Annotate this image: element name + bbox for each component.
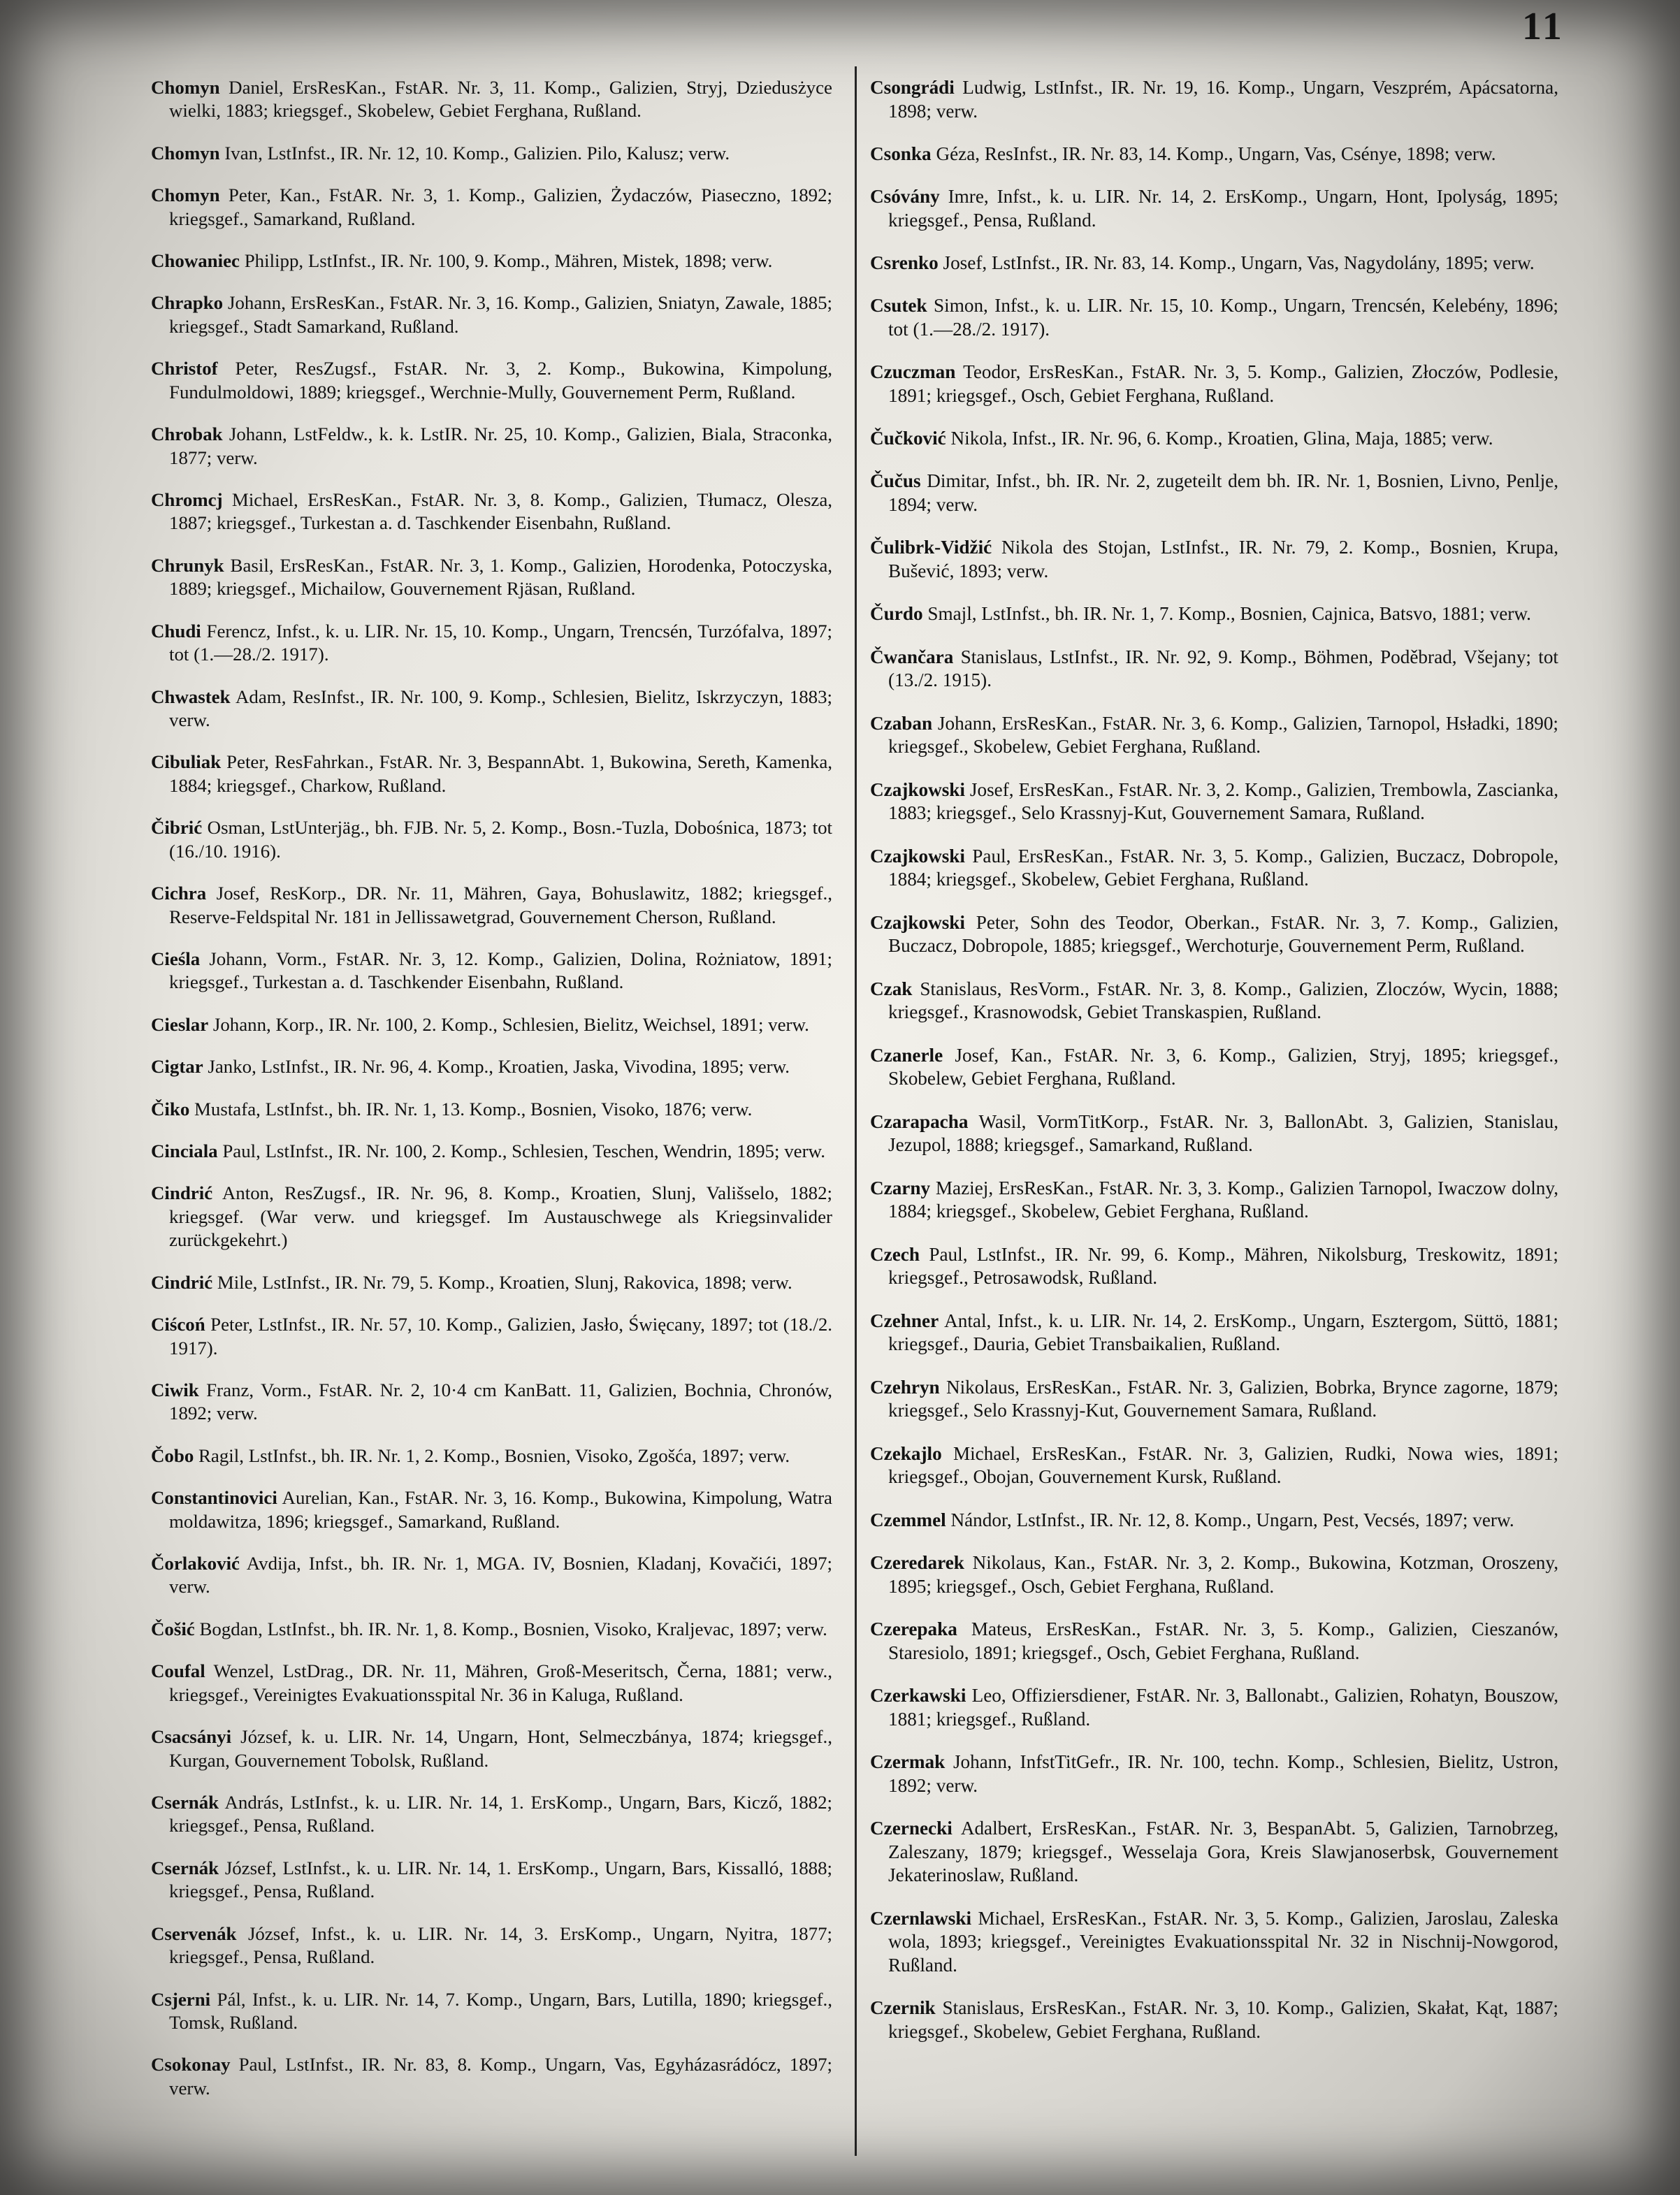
register-entry	[870, 1044, 1558, 1092]
entry-details: András, LstInfst., k. u. LIR. Nr. 14, 1. ErsKomp., Ungarn, Bars, Kicző, 1882; kriegsgef., Pensa, Rußland.	[169, 1791, 832, 1837]
entry-surname: Czanerle	[870, 1044, 943, 1066]
register-entry	[151, 1271, 832, 1294]
entry-details: Nikolaus, ErsResKan., FstAR. Nr. 3, Galizien, Bobrka, Brynce zagorne, 1879; kriegsgef., Selo Krassnyj-Kut, Gouvernement Samara, Rußland.	[888, 1376, 1558, 1421]
register-entry	[151, 1791, 832, 1838]
right-column	[870, 57, 1558, 2048]
entry-surname: Cindrić	[151, 1271, 213, 1293]
entry-details: Paul, LstInfst., IR. Nr. 100, 2. Komp., Schlesien, Teschen, Wendrin, 1895; verw.	[217, 1140, 825, 1161]
entry-surname: Chrunyk	[151, 554, 224, 576]
entry-surname: Cibuliak	[151, 751, 222, 773]
entry-surname: Csonka	[870, 143, 932, 165]
register-entry	[151, 1140, 832, 1163]
entry-surname: Čučus	[870, 470, 921, 492]
entry-surname: Čwančara	[870, 646, 954, 667]
register-entry	[870, 294, 1558, 342]
entry-surname: Czernlawski	[870, 1907, 971, 1929]
entry-surname: Čulibrk-Vidžić	[870, 537, 992, 558]
register-entry	[870, 1907, 1558, 1978]
entry-surname: Cieśla	[151, 948, 201, 969]
entry-details: Aurelian, Kan., FstAR. Nr. 3, 16. Komp., Bukowina, Kimpolung, Watra moldawitza, 1896; kriegsgef., Samarkand, Rußland.	[169, 1487, 832, 1532]
entry-surname: Christof	[151, 358, 218, 379]
entry-details: Michael, ErsResKan., FstAR. Nr. 3, 8. Komp., Galizien, Tłumacz, Olesza, 1887; kriegsgef., Turkestan a. d. Taschkender Eisenbahn, Rußland.	[169, 488, 832, 534]
entry-details: Josef, ResKorp., DR. Nr. 11, Mähren, Gaya, Bohuslawitz, 1882; kriegsgef., Reserve-Feldspital Nr. 181 in Jellissawetgrad, Gouvernement Cherson, Rußland.	[169, 883, 832, 927]
entry-surname: Čošić	[151, 1618, 195, 1639]
entry-details: Imre, Infst., k. u. LIR. Nr. 14, 2. ErsKomp., Ungarn, Hont, Ipolyság, 1895; kriegsgef., Pensa, Rußland.	[888, 186, 1558, 231]
entry-surname: Csutek	[870, 295, 927, 317]
register-entry	[151, 357, 832, 404]
entry-surname: Czajkowski	[870, 911, 965, 933]
entry-surname: Chromcj	[151, 488, 223, 510]
register-entry	[151, 249, 832, 273]
register-entry	[870, 1177, 1558, 1224]
entry-details: Anton, ResZugsf., IR. Nr. 96, 8. Komp., Kroatien, Slunj, Vališselo, 1882; kriegsgef. (War verw. und kriegsgef. Im Austauschwege als Kriegsinvalider zurückgekehrt.)	[169, 1182, 832, 1251]
register-entry	[151, 1098, 832, 1121]
entry-surname: Csóvány	[870, 186, 940, 208]
entry-surname: Chwastek	[151, 686, 231, 707]
register-entry	[151, 1552, 832, 1599]
register-entry	[151, 2053, 832, 2100]
entry-details: Avdija, Infst., bh. IR. Nr. 1, MGA. IV, Bosnien, Kladanj, Kovačići, 1897; verw.	[169, 1552, 832, 1598]
register-entry	[870, 602, 1558, 626]
entry-details: Ludwig, LstInfst., IR. Nr. 19, 16. Komp., Ungarn, Veszprém, Apácsatorna, 1898; verw.	[888, 77, 1558, 122]
entry-details: Michael, ErsResKan., FstAR. Nr. 3, Galizien, Rudki, Nowa wies, 1891; kriegsgef., Obojan, Gouvernement Kursk, Rußland.	[888, 1442, 1558, 1488]
register-entry	[151, 1486, 832, 1533]
entry-details: Paul, LstInfst., IR. Nr. 99, 6. Komp., Mähren, Nikolsburg, Treskowitz, 1891; kriegsgef., Petrosawodsk, Rußland.	[888, 1243, 1558, 1289]
entry-details: Basil, ErsResKan., FstAR. Nr. 3, 1. Komp., Galizien, Horodenka, Potoczyska, 1889; kriegsgef., Michailow, Gouvernement Rjäsan, Rußland.	[169, 554, 832, 600]
register-entry	[151, 1182, 832, 1252]
register-entry	[151, 76, 832, 123]
entry-details: Johann, Vorm., FstAR. Nr. 3, 12. Komp., Galizien, Dolina, Rożniatow, 1891; kriegsgef., Turkestan a. d. Taschkender Eisenbahn, Rußland.	[169, 948, 832, 993]
register-entry	[151, 291, 832, 338]
entry-details: Bogdan, LstInfst., bh. IR. Nr. 1, 8. Komp., Bosnien, Visoko, Kraljevac, 1897; verw.	[194, 1618, 827, 1639]
entry-details: Daniel, ErsResKan., FstAR. Nr. 3, 11. Komp., Galizien, Stryj, Dziedusżyce wielki, 1883; kriegsgef., Skobelew, Gebiet Ferghana, Rußland.	[169, 76, 832, 122]
entry-details: Ragil, LstInfst., bh. IR. Nr. 1, 2. Komp., Bosnien, Visoko, Zgošća, 1897; verw.	[194, 1444, 790, 1466]
entry-surname: Czernecki	[870, 1817, 953, 1839]
register-entry	[870, 427, 1558, 451]
entry-surname: Czajkowski	[870, 845, 965, 867]
entry-surname: Chudi	[151, 620, 201, 642]
entry-details: József, k. u. LIR. Nr. 14, Ungarn, Hont, Selmeczbánya, 1874; kriegsgef., Kurgan, Gouvernement Tobolsk, Rußland.	[169, 1726, 832, 1771]
entry-details: Wasil, VormTitKorp., FstAR. Nr. 3, BallonAbt. 3, Galizien, Stanislau, Jezupol, 1888; kriegsgef., Samarkand, Rußland.	[888, 1110, 1558, 1156]
entry-surname: Csernák	[151, 1857, 219, 1878]
entry-details: Adam, ResInfst., IR. Nr. 100, 9. Komp., Schlesien, Bielitz, Iskrzyczyn, 1883; verw.	[169, 686, 832, 730]
entry-surname: Cigtar	[151, 1056, 203, 1078]
entry-surname: Chomyn	[151, 142, 220, 164]
register-entry	[870, 143, 1558, 166]
entry-surname: Czak	[870, 978, 913, 999]
entry-surname: Czerkawski	[870, 1684, 966, 1706]
register-entry	[151, 423, 832, 470]
register-entry	[151, 1922, 832, 1969]
register-entry	[870, 1243, 1558, 1291]
entry-details: Josef, ErsResKan., FstAR. Nr. 3, 2. Komp., Galizien, Trembowla, Zascianka, 1883; kriegsgef., Selo Krassnyj-Kut, Gouvernement Samara, Rußland.	[888, 778, 1558, 824]
register-entry	[870, 1684, 1558, 1732]
entry-details: Michael, ErsResKan., FstAR. Nr. 3, 5. Komp., Galizien, Jaroslau, Zaleska wola, 1893; kriegsgef., Vereinigtes Evakuationsspital Nr. 32 in Nischnij-Nowgorod, Rußland.	[888, 1907, 1558, 1976]
register-entry	[870, 1551, 1558, 1599]
register-entry	[870, 1442, 1558, 1490]
register-entry	[151, 751, 832, 797]
entry-surname: Čučković	[870, 428, 946, 449]
register-entry	[870, 1509, 1558, 1533]
register-entry	[870, 1310, 1558, 1357]
entry-details: Ferencz, Infst., k. u. LIR. Nr. 15, 10. Komp., Ungarn, Trencsén, Turzófalva, 1897; tot (1.—28./2. 1917).	[169, 620, 832, 665]
entry-surname: Cieslar	[151, 1013, 209, 1035]
entry-surname: Csongrádi	[870, 77, 955, 99]
register-entry	[870, 911, 1558, 959]
register-entry	[151, 1988, 832, 2035]
register-entry	[151, 184, 832, 231]
entry-details: Dimitar, Infst., bh. IR. Nr. 2, zugeteilt dem bh. IR. Nr. 1, Bosnien, Livno, Penlje, 1894; verw.	[888, 470, 1558, 516]
register-entry	[151, 488, 832, 535]
register-entry	[151, 1618, 832, 1641]
register-entry	[151, 620, 832, 667]
entry-surname: Czaban	[870, 712, 933, 734]
register-entry	[870, 1618, 1558, 1665]
entry-details: Franz, Vorm., FstAR. Nr. 2, 10·4 cm KanBatt. 11, Galizien, Bochnia, Chronów, 1892; verw.	[169, 1379, 832, 1424]
entry-details: Stanislaus, ErsResKan., FstAR. Nr. 3, 10. Komp., Galizien, Skałat, Kąt, 1887; kriegsgef., Skobelew, Gebiet Ferghana, Rußland.	[888, 1997, 1558, 2043]
entry-details: József, LstInfst., k. u. LIR. Nr. 14, 1. ErsKomp., Ungarn, Bars, Kissalló, 1888; kriegsgef., Pensa, Rußland.	[169, 1857, 832, 1902]
entry-surname: Czehner	[870, 1310, 939, 1331]
entry-details: Johann, ErsResKan., FstAR. Nr. 3, 6. Komp., Galizien, Tarnopol, Hsładki, 1890; kriegsgef., Skobelew, Gebiet Ferghana, Rußland.	[888, 712, 1558, 758]
entry-details: Adalbert, ErsResKan., FstAR. Nr. 3, BespanAbt. 5, Galizien, Tarnobrzeg, Zaleszany, 1879; kriegsgef., Wesselaja Gora, Kreis Slawjanoserbsk, Gouvernement Jekaterinoslaw, Rußland.	[888, 1817, 1558, 1886]
register-entry	[870, 1997, 1558, 2044]
entry-surname: Cinciala	[151, 1140, 218, 1161]
entry-surname: Czernik	[870, 1997, 936, 2019]
entry-details: Mateus, ErsResKan., FstAR. Nr. 3, 5. Komp., Galizien, Cieszanów, Staresiolo, 1891; kriegsgef., Osch, Gebiet Ferghana, Rußland.	[888, 1618, 1558, 1663]
entry-details: Nikola, Infst., IR. Nr. 96, 6. Komp., Kroatien, Glina, Maja, 1885; verw.	[946, 428, 1493, 449]
entry-surname: Čibrić	[151, 817, 203, 839]
entry-details: Janko, LstInfst., IR. Nr. 96, 4. Komp., Kroatien, Jaska, Vivodina, 1895; verw.	[203, 1056, 790, 1078]
register-entry	[151, 1660, 832, 1707]
entry-details: Peter, ResZugsf., FstAR. Nr. 3, 2. Komp., Bukowina, Kimpolung, Fundulmoldowi, 1889; kriegsgef., Werchnie-Mully, Gouvernement Perm, Rußland.	[169, 358, 832, 403]
entry-details: Wenzel, LstDrag., DR. Nr. 11, Mähren, Groß-Meseritsch, Černa, 1881; verw., kriegsgef., Vereinigtes Evakuationsspital Nr. 36 in Kaluga, Rußland.	[169, 1660, 832, 1705]
entry-surname: Čurdo	[870, 603, 923, 625]
entry-details: Johann, ErsResKan., FstAR. Nr. 3, 16. Komp., Galizien, Sniatyn, Zawale, 1885; kriegsgef., Stadt Samarkand, Rußland.	[169, 292, 832, 337]
entry-surname: Chowaniec	[151, 249, 240, 271]
register-entry	[870, 1376, 1558, 1424]
entry-details: Paul, LstInfst., IR. Nr. 83, 8. Komp., Ungarn, Vas, Egyházasrádócz, 1897; verw.	[169, 2054, 832, 2099]
entry-surname: Čorlaković	[151, 1552, 240, 1574]
entry-details: Nándor, LstInfst., IR. Nr. 12, 8. Komp., Ungarn, Pest, Vecsés, 1897; verw.	[946, 1509, 1514, 1530]
entry-details: Maziej, ErsResKan., FstAR. Nr. 3, 3. Komp., Galizien Tarnopol, Iwaczow dolny, 1884; kriegsgef., Skobelew, Gebiet Ferghana, Rußland.	[888, 1177, 1558, 1222]
entry-surname: Czeredarek	[870, 1551, 964, 1573]
entry-surname: Constantinovici	[151, 1487, 277, 1509]
entry-details: Johann, InfstTitGefr., IR. Nr. 100, techn. Komp., Schlesien, Bielitz, Ustron, 1892; verw.	[888, 1751, 1558, 1796]
column-divider	[855, 66, 857, 2156]
entry-details: Johann, Korp., IR. Nr. 100, 2. Komp., Schlesien, Bielitz, Weichsel, 1891; verw.	[208, 1013, 809, 1035]
entry-details: Mile, LstInfst., IR. Nr. 79, 5. Komp., Kroatien, Slunj, Rakovica, 1898; verw.	[212, 1271, 792, 1293]
register-entry	[870, 1110, 1558, 1158]
entry-surname: Chrapko	[151, 292, 224, 314]
entry-details: Smajl, LstInfst., bh. IR. Nr. 1, 7. Komp., Bosnien, Cajnica, Batsvo, 1881; verw.	[922, 603, 1531, 625]
entry-surname: Chomyn	[151, 76, 220, 98]
entry-surname: Czerepaka	[870, 1618, 957, 1639]
register-entry	[151, 816, 832, 863]
entry-surname: Czarny	[870, 1177, 931, 1198]
entry-surname: Chrobak	[151, 423, 223, 445]
register-entry	[151, 1857, 832, 1904]
register-entry	[870, 845, 1558, 892]
entry-surname: Csjerni	[151, 1988, 211, 2010]
page-number: 11	[1522, 5, 1565, 48]
register-entry	[151, 1725, 832, 1772]
left-column	[151, 57, 832, 2104]
entry-details: Teodor, ErsResKan., FstAR. Nr. 3, 5. Komp., Galizien, Złoczów, Podlesie, 1891; kriegsgef., Osch, Gebiet Ferghana, Rußland.	[888, 361, 1558, 407]
entry-surname: Csokonay	[151, 2054, 231, 2076]
entry-details: Stanislaus, LstInfst., IR. Nr. 92, 9. Komp., Böhmen, Poděbrad, Všejany; tot (13./2. 1915).	[888, 646, 1558, 691]
entry-details: Stanislaus, ResVorm., FstAR. Nr. 3, 8. Komp., Galizien, Zloczów, Wycin, 1888; kriegsgef., Krasnowodsk, Gebiet Transkaspien, Rußland.	[888, 978, 1558, 1023]
register-entry	[151, 1444, 832, 1468]
entry-surname: Czech	[870, 1243, 920, 1265]
register-entry	[151, 882, 832, 929]
register-entry	[870, 646, 1558, 693]
register-entry	[870, 778, 1558, 826]
register-entry	[870, 470, 1558, 517]
entry-surname: Ciwik	[151, 1379, 199, 1400]
register-entry	[870, 361, 1558, 408]
entry-details: Géza, ResInfst., IR. Nr. 83, 14. Komp., Ungarn, Vas, Csénye, 1898; verw.	[931, 143, 1496, 165]
entry-details: Nikolaus, Kan., FstAR. Nr. 3, 2. Komp., Bukowina, Kotzman, Oroszeny, 1895; kriegsgef., Osch, Gebiet Ferghana, Rußland.	[888, 1551, 1558, 1597]
entry-details: Nikola des Stojan, LstInfst., IR. Nr. 79, 2. Komp., Bosnien, Krupa, Bušević, 1893; verw.	[888, 537, 1558, 582]
entry-details: Osman, LstUnterjäg., bh. FJB. Nr. 5, 2. Komp., Bosn.-Tuzla, Dobośnica, 1873; tot (16./10. 1916).	[169, 817, 832, 862]
entry-surname: Czemmel	[870, 1509, 946, 1530]
entry-details: Peter, LstInfst., IR. Nr. 57, 10. Komp., Galizien, Jasło, Święcany, 1897; tot (18./2. 1917).	[169, 1314, 832, 1359]
entry-details: Simon, Infst., k. u. LIR. Nr. 15, 10. Komp., Ungarn, Trencsén, Kelebény, 1896; tot (1.—28./2. 1917).	[888, 295, 1558, 340]
entry-surname: Csacsányi	[151, 1726, 232, 1748]
register-entry	[151, 1379, 832, 1426]
entry-details: Johann, LstFeldw., k. k. LstIR. Nr. 25, 10. Komp., Galizien, Biala, Straconka, 1877; verw.	[169, 423, 832, 468]
register-entry	[870, 536, 1558, 584]
entry-details: Philipp, LstInfst., IR. Nr. 100, 9. Komp., Mähren, Mistek, 1898; verw.	[239, 249, 773, 271]
register-entry	[151, 1055, 832, 1078]
entry-details: Leo, Offiziersdiener, FstAR. Nr. 3, Ballonabt., Galizien, Rohatyn, Bouszow, 1881; kriegsgef., Rußland.	[888, 1684, 1558, 1730]
entry-surname: Chomyn	[151, 184, 220, 206]
entry-surname: Coufal	[151, 1660, 205, 1682]
register-entry	[151, 686, 832, 732]
entry-surname: Cindrić	[151, 1182, 213, 1204]
entry-details: Josef, LstInfst., IR. Nr. 83, 14. Komp., Ungarn, Vas, Nagydolány, 1895; verw.	[938, 252, 1535, 274]
entry-details: Josef, Kan., FstAR. Nr. 3, 6. Komp., Galizien, Stryj, 1895; kriegsgef., Skobelew, Gebiet Ferghana, Rußland.	[888, 1044, 1558, 1089]
entry-details: Peter, ResFahrkan., FstAR. Nr. 3, BespannAbt. 1, Bukowina, Sereth, Kamenka, 1884; kriegsgef., Charkow, Rußland.	[169, 751, 832, 796]
entry-surname: Csrenko	[870, 252, 939, 274]
entry-details: Ivan, LstInfst., IR. Nr. 12, 10. Komp., Galizien. Pilo, Kalusz; verw.	[219, 142, 730, 164]
register-entry	[870, 76, 1558, 124]
register-entry	[870, 252, 1558, 275]
register-entry	[151, 1313, 832, 1360]
entry-details: Peter, Sohn des Teodor, Oberkan., FstAR. Nr. 3, 7. Komp., Galizien, Buczacz, Dobropole, 1885; kriegsgef., Werchoturje, Gouvernement Perm, Rußland.	[888, 911, 1558, 957]
entry-surname: Czajkowski	[870, 778, 965, 800]
entry-details: József, Infst., k. u. LIR. Nr. 14, 3. ErsKomp., Ungarn, Nyitra, 1877; kriegsgef., Pensa, Rußland.	[169, 1922, 832, 1968]
register-entry	[151, 142, 832, 165]
entry-surname: Csernák	[151, 1791, 219, 1813]
entry-surname: Cservenák	[151, 1922, 237, 1944]
register-entry	[870, 185, 1558, 233]
entry-surname: Čiko	[151, 1098, 190, 1120]
entry-details: Peter, Kan., FstAR. Nr. 3, 1. Komp., Galizien, Żydaczów, Piaseczno, 1892; kriegsgef., Samarkand, Rußland.	[169, 184, 832, 229]
entry-surname: Čobo	[151, 1444, 194, 1466]
entry-surname: Czekajlo	[870, 1442, 942, 1464]
register-entry	[870, 1751, 1558, 1798]
register-entry	[151, 554, 832, 601]
entry-surname: Cichra	[151, 883, 207, 904]
entry-details: Antal, Infst., k. u. LIR. Nr. 14, 2. ErsKomp., Ungarn, Esztergom, Süttö, 1881; kriegsgef., Dauria, Gebiet Transbaikalien, Rußland.	[888, 1310, 1558, 1355]
register-entry	[870, 712, 1558, 760]
register-entry	[151, 1013, 832, 1036]
entry-details: Pál, Infst., k. u. LIR. Nr. 14, 7. Komp., Ungarn, Bars, Lutilla, 1890; kriegsgef., Tomsk, Rußland.	[169, 1988, 832, 2033]
entry-details: Mustafa, LstInfst., bh. IR. Nr. 1, 13. Komp., Bosnien, Visoko, 1876; verw.	[189, 1098, 753, 1120]
entry-surname: Ciścoń	[151, 1314, 205, 1335]
entry-surname: Czuczman	[870, 361, 956, 383]
entry-surname: Czarapacha	[870, 1110, 969, 1132]
register-entry	[151, 948, 832, 994]
entry-details: Paul, ErsResKan., FstAR. Nr. 3, 5. Komp., Galizien, Buczacz, Dobropole, 1884; kriegsgef., Skobelew, Gebiet Ferghana, Rußland.	[888, 845, 1558, 890]
entry-surname: Czehryn	[870, 1376, 940, 1398]
register-entry	[870, 1817, 1558, 1888]
entry-surname: Czermak	[870, 1751, 946, 1772]
register-entry	[870, 978, 1558, 1025]
